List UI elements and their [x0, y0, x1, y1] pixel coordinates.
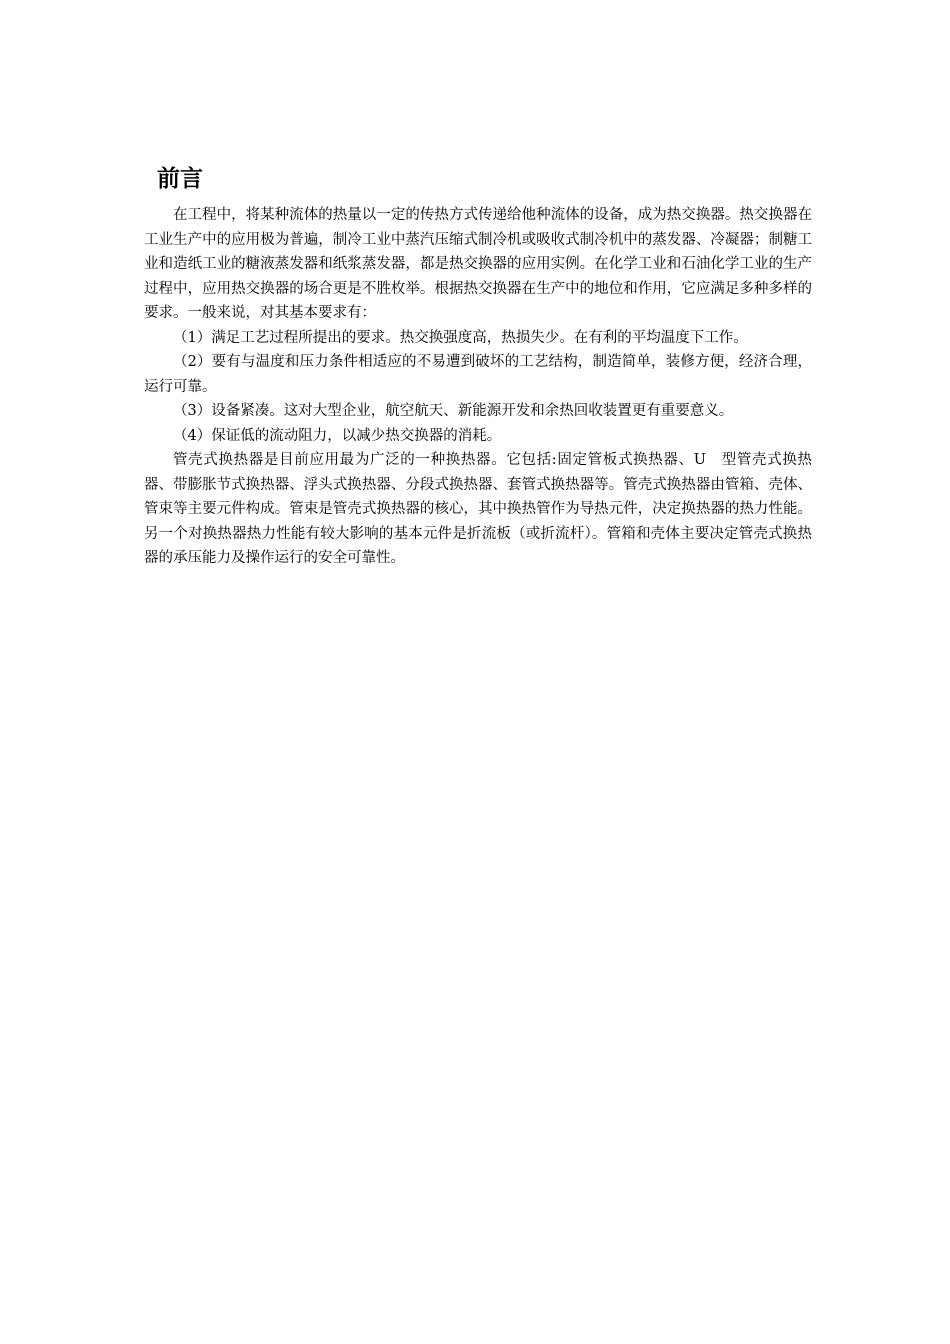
document-body — [144, 203, 812, 571]
paragraph-shell-tube: 管壳式换热器是目前应用最为广泛的一种换热器。它包括:固定管板式换热器、U 型管壳式换热器、带膨胀节式换热器、浮头式换热器、分段式换热器、套管式换热器等。管壳式换热器由管箱、壳体、管束等主要元件构成。管束是管壳式换热器的核心，其中换热管作为导热元件，决定换热器的热力性能。另一个对换热器热力性能有较大影响的基本元件是折流板（或折流杆）。管箱和壳体主要决定管壳式换热器的承压能力及操作运行的安全可靠性。 — [144, 452, 812, 566]
paragraph-requirement-3: （3）设备紧凑。这对大型企业，航空航天、新能源开发和余热回收装置更有重要意义。 — [173, 403, 734, 419]
paragraph-requirement-4: （4）保证低的流动阻力，以减少热交换器的消耗。 — [173, 427, 502, 444]
paragraph-requirement-1: （1）满足工艺过程所提出的要求。热交换强度高，热损失少。在有利的平均温度下工作。 — [173, 329, 748, 346]
paragraph-intro: 在工程中，将某种流体的热量以一定的传热方式传递给他种流体的设备，成为热交换器。热交换器在工业生产中的应用极为普遍，制冷工业中蒸汽压缩式制冷机或吸收式制冷机中的蒸发器、冷凝器；制糖工业和造纸工业的糖液蒸发器和纸浆蒸发器，都是热交换器的应用实例。在化学工业和石油化学工业的生产过程中，应用热交换器的场合更是不胜枚举。根据热交换器在生产中的地位和作用，它应满足多种多样的要求。一般来说，对其基本要求有： — [144, 207, 812, 321]
document-heading: 前言 — [157, 166, 203, 192]
paragraph-requirement-2: （2）要有与温度和压力条件相适应的不易遭到破坏的工艺结构，制造简单，装修方便，经济合理，运行可靠。 — [144, 354, 812, 395]
